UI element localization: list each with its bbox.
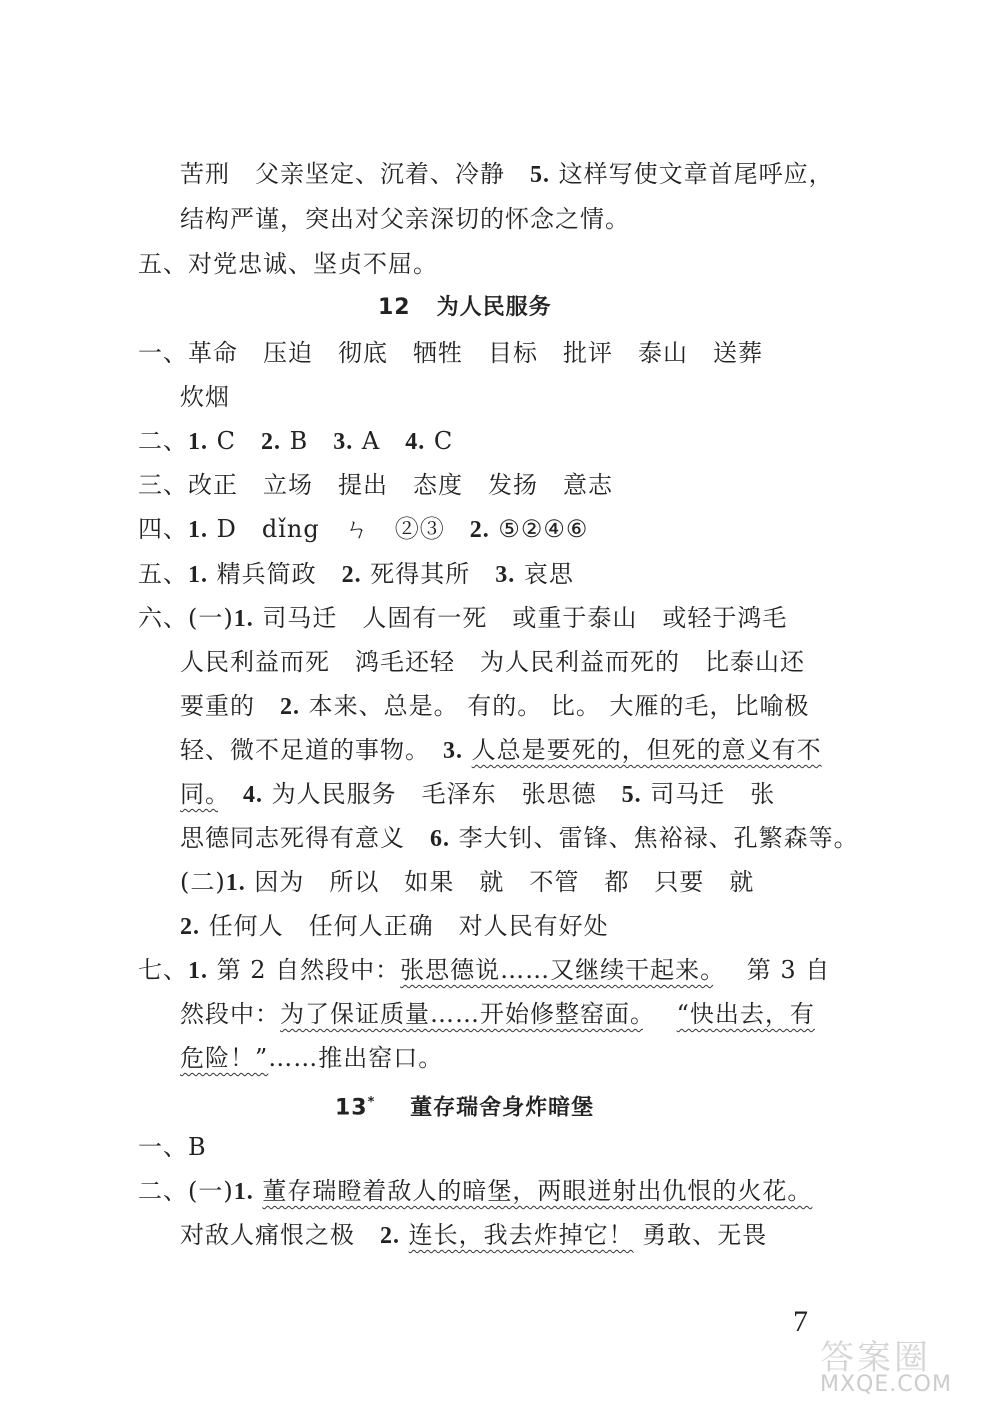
section-two-answer	[138, 425, 453, 458]
section-two-answer	[138, 1175, 812, 1208]
text-line	[180, 1219, 767, 1252]
text-span: 李大钊、雷锋、焦裕禄、孔繁森等。	[450, 824, 859, 852]
item-number: 2.	[380, 1223, 400, 1249]
text-span	[463, 736, 472, 764]
text-span: 精兵简政	[208, 560, 342, 588]
item-number: 2.	[261, 429, 281, 455]
text-span: 苦刑 父亲坚定、沉着、冷静	[180, 160, 530, 188]
section-six-answer	[138, 602, 787, 635]
asterisk-mark: *	[367, 1095, 376, 1110]
wavy-underlined-text: 张思德说……又继续干起来。	[400, 956, 714, 984]
text-span: ⑤②④⑥	[489, 515, 589, 543]
item-number: 5.	[530, 162, 550, 188]
section-five-answer	[138, 558, 574, 591]
section-label: 四、	[138, 515, 188, 543]
lesson-title: 为人民服务	[436, 295, 552, 320]
wavy-underlined-text: 连长，我去炸掉它！	[408, 1221, 634, 1249]
wavy-underlined-text: 危险！”	[180, 1044, 269, 1072]
text-span: ……推出窑口。	[268, 1044, 444, 1072]
watermark-url: MXQE.COM	[820, 1372, 952, 1397]
text-span: C	[208, 427, 261, 455]
text-line	[180, 910, 609, 943]
text-line	[180, 734, 822, 767]
section-seven-answer	[138, 954, 830, 987]
section-three-answer: 三、改正 立场 提出 态度 发扬 意志	[138, 471, 613, 499]
item-number: 2.	[341, 562, 362, 588]
text-span: 对敌人痛恨之极	[180, 1221, 380, 1249]
section-label: 七、	[138, 956, 188, 984]
text-line	[180, 778, 775, 811]
item-number: 2.	[280, 694, 300, 720]
text-span	[400, 1221, 409, 1249]
lesson-number: 13	[335, 1095, 368, 1121]
text-line	[180, 822, 859, 855]
page-number: 7	[793, 1305, 808, 1338]
lesson-number: 12	[378, 295, 411, 320]
wavy-underlined-text: 董存瑞瞪着敌人的暗堡，两眼迸射出仇恨的火花。	[262, 1177, 813, 1205]
text-span: A	[353, 427, 406, 455]
item-number: 1.	[188, 562, 208, 588]
item-number: 3.	[443, 738, 463, 764]
item-number: 1.	[188, 429, 208, 455]
text-span: 思德同志死得有意义	[180, 824, 430, 852]
item-number: 2.	[469, 517, 490, 543]
text-span: 为人民服务 毛泽东 张思德	[263, 780, 622, 808]
item-number: 3.	[495, 562, 516, 588]
text-span: 司马迁 张	[641, 780, 776, 808]
section-one-answer: 一、B	[138, 1133, 207, 1161]
text-span: 这样写使文章首尾呼应，	[550, 160, 834, 188]
text-span	[643, 1000, 677, 1028]
text-line	[180, 866, 754, 899]
wavy-underlined-text: 同。	[180, 780, 218, 808]
section-one-answer: 一、革命 压迫 彻底 牺牲 目标 批评 泰山 送葬	[138, 339, 763, 367]
section-label: 六、(一)	[138, 604, 234, 632]
text-span: 死得其所	[361, 560, 496, 588]
wavy-underlined-text: 为了保证质量……开始修整窑面。	[280, 1000, 643, 1028]
text-span: 本来、总是。 有的。 比。 大雁的毛，比喻极	[300, 692, 810, 720]
text-span: D dǐng ㄣ ②③	[208, 515, 470, 543]
watermark-logo	[820, 1330, 990, 1400]
item-number: 5.	[621, 782, 642, 808]
item-number: 1.	[225, 870, 246, 896]
section-label: 二、	[138, 427, 188, 455]
text-span: 然段中：	[180, 1000, 280, 1028]
text-span: 哀思	[515, 560, 574, 588]
item-number: 1.	[233, 1179, 254, 1205]
section-label: 五、	[138, 560, 188, 588]
text-span: 第 3 自	[713, 956, 831, 984]
section-label: (二)	[180, 868, 226, 896]
wavy-underlined-text: “快出去，有	[676, 1000, 815, 1028]
text-span	[218, 780, 243, 808]
text-span: 第 2 自然段中：	[208, 956, 401, 984]
text-line: 人民利益而死 鸿毛还轻 为人民利益而死的 比泰山还	[180, 648, 805, 676]
text-span: 任何人 任何人正确 对人民有好处	[200, 912, 609, 940]
section-label: 二、(一)	[138, 1177, 234, 1205]
text-span: 轻、微不足道的事物。	[180, 736, 443, 764]
wavy-underlined-text: 人总是要死的，但死的意义有不	[471, 736, 822, 764]
text-span: 因为 所以 如果 就 不管 都 只要 就	[245, 868, 755, 896]
text-span: B	[281, 427, 334, 455]
section-four-answer	[138, 513, 588, 546]
text-span: 要重的	[180, 692, 280, 720]
lesson-title: 董存瑞舍身炸暗堡	[410, 1095, 595, 1121]
text-span: 勇敢、无畏	[633, 1221, 768, 1249]
text-line	[180, 158, 834, 191]
item-number: 1.	[188, 958, 208, 984]
text-line: 炊烟	[180, 383, 230, 411]
section-five-answer: 五、对党忠诚、坚贞不屈。	[138, 250, 438, 278]
item-number: 1.	[233, 606, 254, 632]
text-line	[180, 1042, 443, 1074]
item-number: 4.	[405, 429, 426, 455]
item-number: 3.	[333, 429, 354, 455]
item-number: 2.	[180, 914, 200, 940]
item-number: 1.	[188, 517, 208, 543]
text-line	[180, 690, 810, 723]
text-line: 结构严谨，突出对父亲深切的怀念之情。	[180, 205, 630, 233]
text-span: C	[425, 427, 454, 455]
text-line	[180, 998, 815, 1030]
item-number: 6.	[430, 826, 450, 852]
item-number: 4.	[243, 782, 263, 808]
watermark-text: 答案圈	[820, 1338, 931, 1378]
lesson-12-heading	[378, 292, 552, 324]
lesson-13-heading	[335, 1087, 594, 1124]
text-span: 司马迁 人固有一死 或重于泰山 或轻于鸿毛	[253, 604, 788, 632]
